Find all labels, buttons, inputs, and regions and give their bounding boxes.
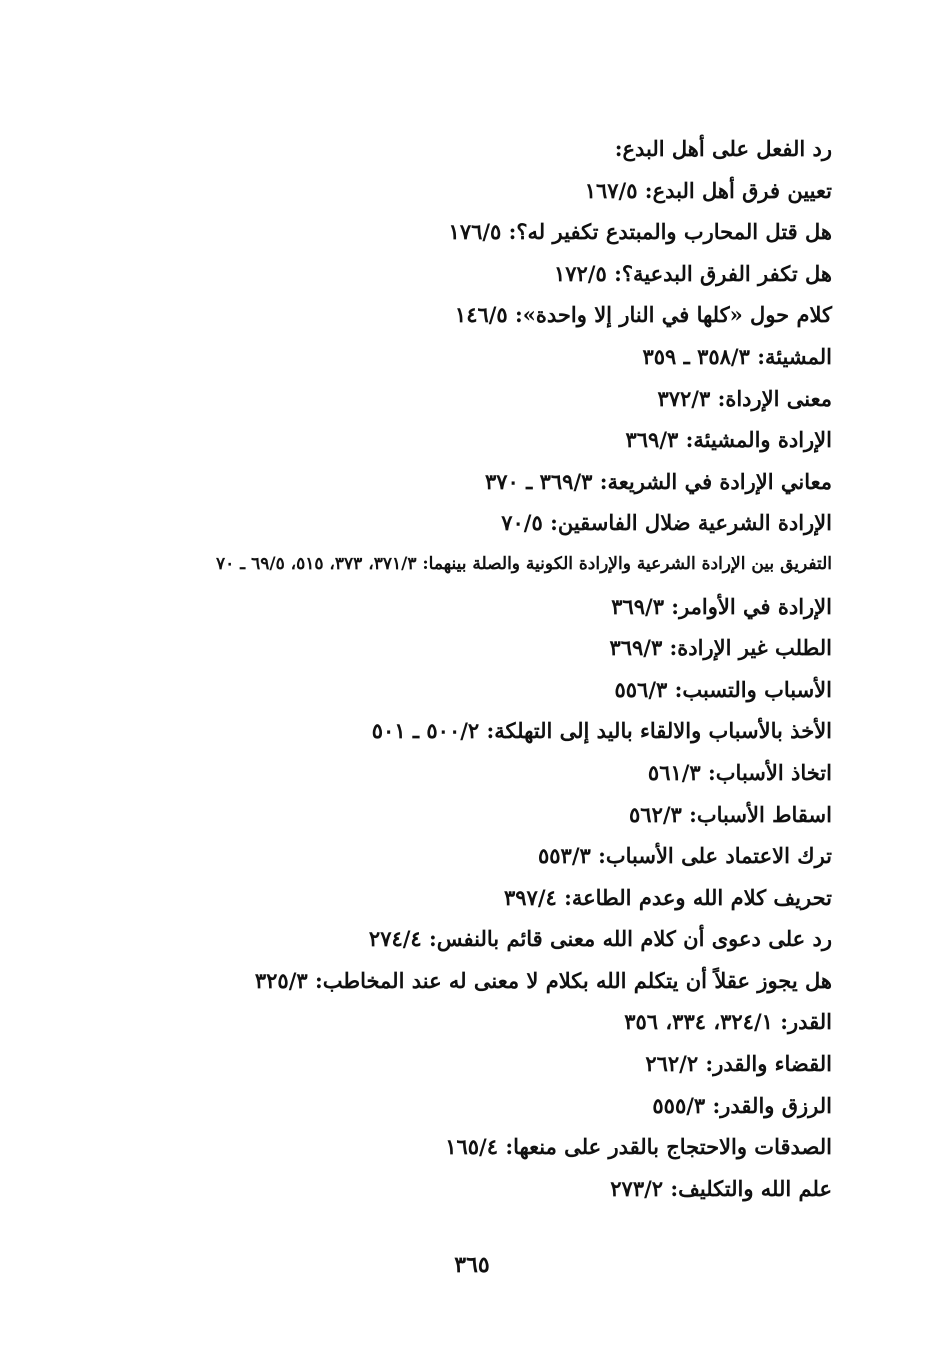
index-entry: اتخاذ الأسباب: ٥٦١/٣ (647, 759, 832, 785)
index-entry: الأخذ بالأسباب والالقاء باليد إلى التهلكة: ٥٠٠/٢ ـ ٥٠١ (371, 718, 832, 744)
index-entry: كلام حول «كلها في النار إلا واحدة»: ١٤٦/٥ (454, 302, 832, 328)
index-entry: هل قتل المحارب والمبتدع تكفير له؟: ١٧٦/٥ (448, 219, 832, 245)
index-entry: التفريق بين الإرادة الشرعية والإرادة الكونية والصلة بينهما: ٣٧١/٣، ٣٧٣، ٥١٥، ٦٩/٥ ـ ٧٠ (216, 553, 832, 574)
index-entry: تعيين فرق أهل البدع: ١٦٧/٥ (584, 177, 832, 203)
index-entry: الصدقات والاحتجاج بالقدر على منعها: ١٦٥/٤ (445, 1134, 832, 1160)
index-entry: ترك الاعتماد على الأسباب: ٥٥٣/٣ (538, 843, 832, 869)
index-entry: الإرادة والمشيئة: ٣٦٩/٣ (625, 427, 832, 453)
index-entry: رد الفعل على أهل البدع: (614, 136, 832, 161)
index-entry: الطلب غير الإرادة: ٣٦٩/٣ (609, 635, 832, 661)
index-entry: معاني الإرادة في الشريعة: ٣٦٩/٣ ـ ٣٧٠ (484, 468, 832, 494)
subject-index-list (112, 128, 832, 1209)
index-entry: علم الله والتكليف: ٢٧٣/٢ (610, 1175, 832, 1201)
index-entry: القضاء والقدر: ٢٦٢/٢ (645, 1051, 832, 1077)
page-number: ٣٦٥ (454, 1252, 490, 1278)
index-entry: تحريف كلام الله وعدم الطاعة: ٣٩٧/٤ (504, 884, 832, 910)
index-entry: هل يجوز عقلاً أن يتكلم الله بكلام لا معنى له عند المخاطب: ٣٢٥/٣ (254, 967, 832, 993)
index-entry: معنى الإرداة: ٣٧٢/٣ (657, 385, 832, 411)
index-entry: المشيئة: ٣٥٨/٣ ـ ٣٥٩ (642, 343, 832, 369)
index-entry: رد على دعوى أن كلام الله معنى قائم بالنفس: ٢٧٤/٤ (368, 926, 832, 952)
index-entry: الرزق والقدر: ٥٥٥/٣ (652, 1092, 832, 1118)
index-entry: الإرادة الشرعية ضلال الفاسقين: ٧٠/٥ (501, 510, 832, 536)
index-entry: الأسباب والتسبب: ٥٥٦/٣ (614, 676, 832, 702)
index-entry: هل تكفر الفرق البدعية؟: ١٧٢/٥ (553, 260, 832, 286)
index-entry: القدر: ٣٢٤/١، ٣٣٤، ٣٥٦ (624, 1009, 832, 1035)
index-entry: الإرادة في الأوامر: ٣٦٩/٣ (611, 593, 832, 619)
index-entry: اسقاط الأسباب: ٥٦٢/٣ (629, 801, 832, 827)
